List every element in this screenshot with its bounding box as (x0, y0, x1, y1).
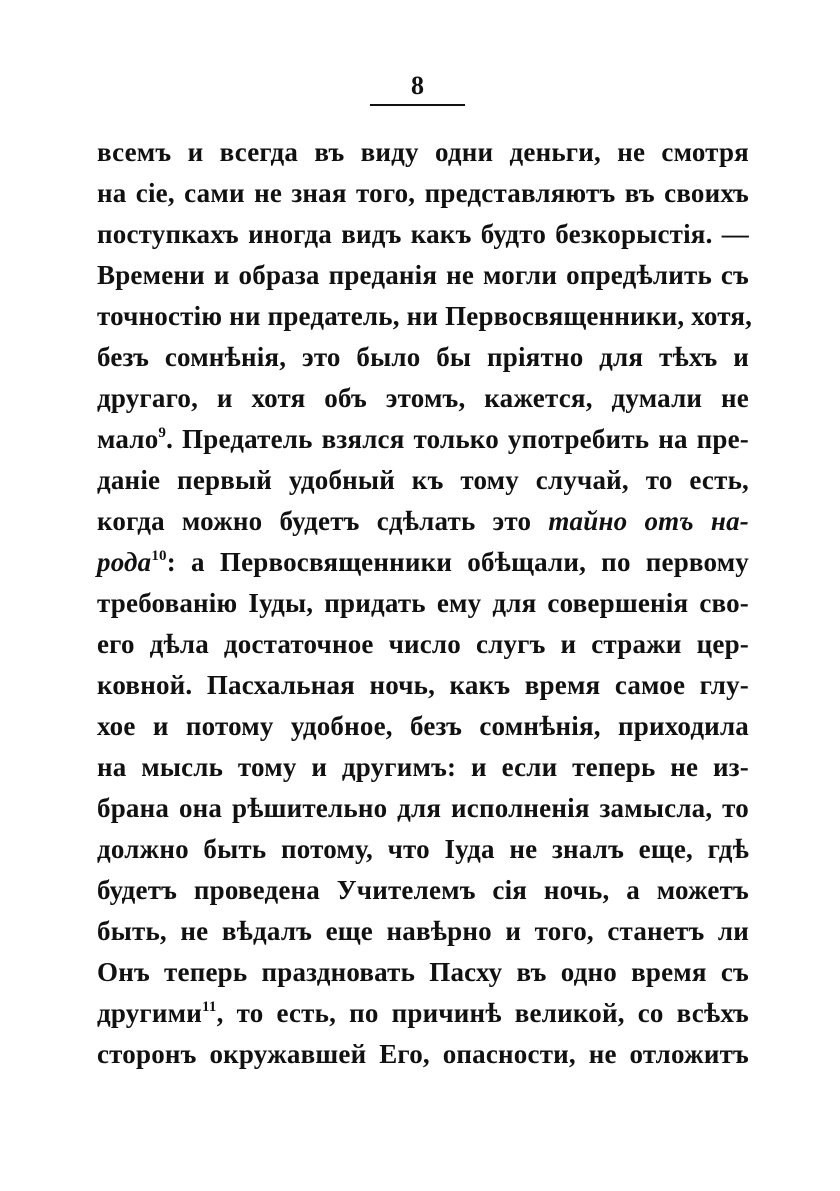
text-run: когда можно будетъ сдѣлать это (97, 506, 549, 536)
text-run: его дѣла достаточное число слугъ и стражи цер- (97, 629, 749, 659)
text-line (97, 788, 749, 829)
text-run: требованію Іуды, придать ему для совершенія сво- (97, 588, 749, 618)
text-run: Времени и образа преданія не могли опредѣлить съ (97, 260, 749, 290)
text-line (97, 460, 749, 501)
text-run: : а Первосвященники обѣщали, по первому (166, 547, 749, 577)
text-line (97, 583, 749, 624)
italic-text: тайно отъ на- (548, 506, 749, 536)
text-line (97, 378, 749, 419)
page-number: 8 (411, 71, 424, 100)
text-line (97, 542, 749, 583)
text-run: быть, не вѣдалъ еще навѣрно и того, станетъ ли (97, 916, 749, 946)
text-line (97, 419, 749, 460)
text-run: будетъ проведена Учителемъ сія ночь, а можетъ (97, 875, 749, 905)
italic-text: рода (97, 547, 152, 577)
text-line (97, 870, 749, 911)
text-line (97, 624, 749, 665)
text-run: другими (97, 998, 202, 1028)
text-run: Онъ теперь праздновать Пасху въ одно время съ (97, 957, 749, 987)
text-run: даніе первый удобный къ тому случай, то есть, (97, 465, 749, 495)
text-run: на мысль тому и другимъ: и если теперь не из- (97, 752, 749, 782)
text-line (97, 501, 749, 542)
text-line (97, 911, 749, 952)
text-run: . Предатель взялся только употребить на пре- (166, 424, 749, 454)
text-run: ковной. Пасхальная ночь, какъ время самое глу- (97, 670, 749, 700)
footnote-marker: 9 (158, 425, 167, 441)
text-line (97, 132, 749, 173)
page-number-rule (370, 104, 465, 106)
footnote-marker: 11 (201, 999, 217, 1015)
text-line (97, 173, 749, 214)
text-line (97, 829, 749, 870)
text-run: безъ сомнѣнія, это было бы пріятно для тѣхъ и (97, 342, 749, 372)
text-line (97, 706, 749, 747)
text-line (97, 747, 749, 788)
text-line (97, 255, 749, 296)
text-run: мало (97, 424, 159, 454)
text-run: должно быть потому, что Іуда не зналъ еще, гдѣ (97, 834, 749, 864)
text-run: брана она рѣшительно для исполненія замысла, то (97, 793, 749, 823)
text-line (97, 1034, 749, 1075)
text-run: другаго, и хотя объ этомъ, кажется, думали не (97, 383, 749, 413)
text-line (97, 665, 749, 706)
text-run: на сіе, сами не зная того, представляютъ въ своихъ (97, 178, 749, 208)
text-run: поступкахъ иногда видъ какъ будто безкорыстія. — (97, 219, 749, 249)
text-run: сторонъ окружавшей Его, опасности, не отложитъ (97, 1039, 749, 1069)
text-line (97, 952, 749, 993)
text-run: всемъ и всегда въ виду одни деньги, не смотря (97, 137, 749, 167)
text-line (97, 296, 753, 337)
text-run: точностію ни предатель, ни Первосвященники, хотя, (97, 301, 753, 331)
footnote-marker: 10 (151, 548, 167, 564)
body-text (97, 132, 753, 1075)
text-run: , то есть, по причинѣ великой, со всѣхъ (216, 998, 749, 1028)
text-line (97, 214, 749, 255)
text-line (97, 337, 749, 378)
text-run: хое и потому удобное, безъ сомнѣнія, приходила (97, 711, 749, 741)
text-line (97, 993, 749, 1034)
